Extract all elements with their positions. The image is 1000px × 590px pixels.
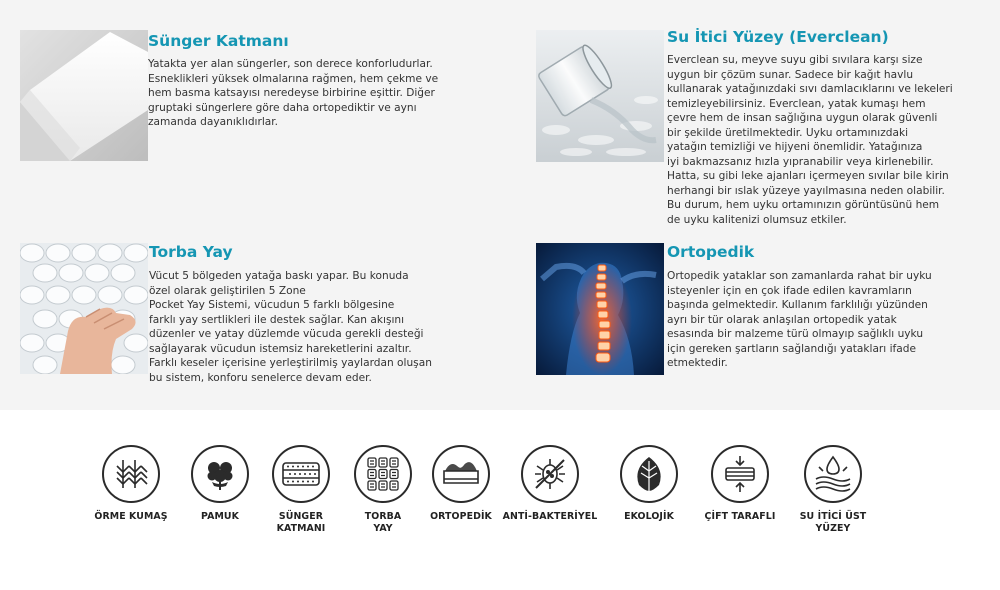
badge-label: SU İTİCİ ÜST YÜZEY <box>799 511 867 534</box>
badge-label: ORTOPEDİK <box>430 511 492 522</box>
pocket-spring-icon <box>354 445 412 503</box>
water-glass-image <box>536 30 664 162</box>
badge-label: SÜNGER KATMANI <box>276 511 326 534</box>
water-repellent-icon <box>804 445 862 503</box>
foam-layer-image <box>20 30 148 161</box>
feature-ortopedik <box>536 243 986 383</box>
leaf-icon <box>620 445 678 503</box>
feature-description: Vücut 5 bölgeden yatağa baskı yapar. Bu konuda özel olarak geliştirilen 5 Zone Pocket Yay Sistemi, vücudun 5 farklı bölgesine farklı yay sertlikleri ile destek sağlar. Kan akışını düzenler ve yatay düzlemde vücuda gerekli desteği sağlayarak vücudun istemsiz hareketlerini azaltır. Farklı keseler içerisine yerleştirilmiş yaylardan oluşan bu sistem, konforu senelerce devam eder. <box>149 270 432 384</box>
feature-title: Sünger Katmanı <box>148 32 289 50</box>
feature-title: Su İtici Yüzey (Everclean) <box>667 28 889 46</box>
spine-image <box>536 243 664 375</box>
badge-label: EKOLOJİK <box>624 511 674 522</box>
badge-label: ANTİ-BAKTERİYEL <box>502 511 598 522</box>
badge-anti-bakteriyel <box>495 445 605 523</box>
badge-label: TORBA YAY <box>364 511 402 534</box>
feature-title: Ortopedik <box>667 243 755 261</box>
feature-description: Everclean su, meyve suyu gibi sıvılara karşı size uygun bir çözüm sunar. Sadece bir kağıt havlu kullanarak yatağınızdaki sıvı damlacıklarını ve lekeleri temizleyebilirsiniz. Everclean, yatak kumaşı hem çevre hem de insan sağlığına uygun olarak güvenli bir şekilde üretilmektedir. Uyku ortamınızdaki yatağın temizliği ve hijyeni önemlidir. Yatağınıza iyi bakmazsanız hızla yıpranabilir veya kirlenebilir. Hatta, su gibi leke ajanları içermeyen sıvılar bile kirin herhangi bir ıslak yüzeye yayılmasına neden olabilir. Bu durum, hem uyku ortamınızın görüntüsünü hem de uyku kalitenizi olumsuz etkiler. <box>667 54 953 226</box>
feature-sunger <box>20 30 480 170</box>
feature-badges <box>0 445 1000 555</box>
cotton-icon <box>191 445 249 503</box>
feature-su-itici <box>536 30 986 230</box>
badge-label: ÇİFT TARAFLI <box>704 511 776 522</box>
double-sided-icon <box>711 445 769 503</box>
knit-fabric-icon <box>102 445 160 503</box>
pocket-spring-image <box>20 243 148 374</box>
foam-layer-icon <box>272 445 330 503</box>
anti-bacterial-icon <box>521 445 579 503</box>
orthopedic-icon <box>432 445 490 503</box>
feature-description: Yatakta yer alan süngerler, son derece konforludurlar. Esneklikleri yüksek olmalarına rağmen, hem çekme ve hem basma katsayısı neredeyse birbirine eşittir. Diğer gruptaki süngerlere göre daha ortopediktir ve aynı zamanda dayanıklıdırlar. <box>148 58 439 128</box>
badge-label: PAMUK <box>201 511 239 522</box>
feature-torba-yay <box>20 243 480 393</box>
feature-title: Torba Yay <box>149 243 233 261</box>
badge-su-itici-ust-yuzey <box>778 445 888 535</box>
badge-label: ÖRME KUMAŞ <box>94 511 168 522</box>
feature-description: Ortopedik yataklar son zamanlarda rahat bir uyku isteyenler için en çok ifade edilen kavramların başında gelmektedir. Kullanım farklılığı yüzünden ayrı bir tür olarak anlaşılan ortopedik yatak esasında bir malzeme türü olmayıp sağlıklı uyku için gereken şartların sağlandığı yatakları ifade etmektedir. <box>667 270 932 369</box>
